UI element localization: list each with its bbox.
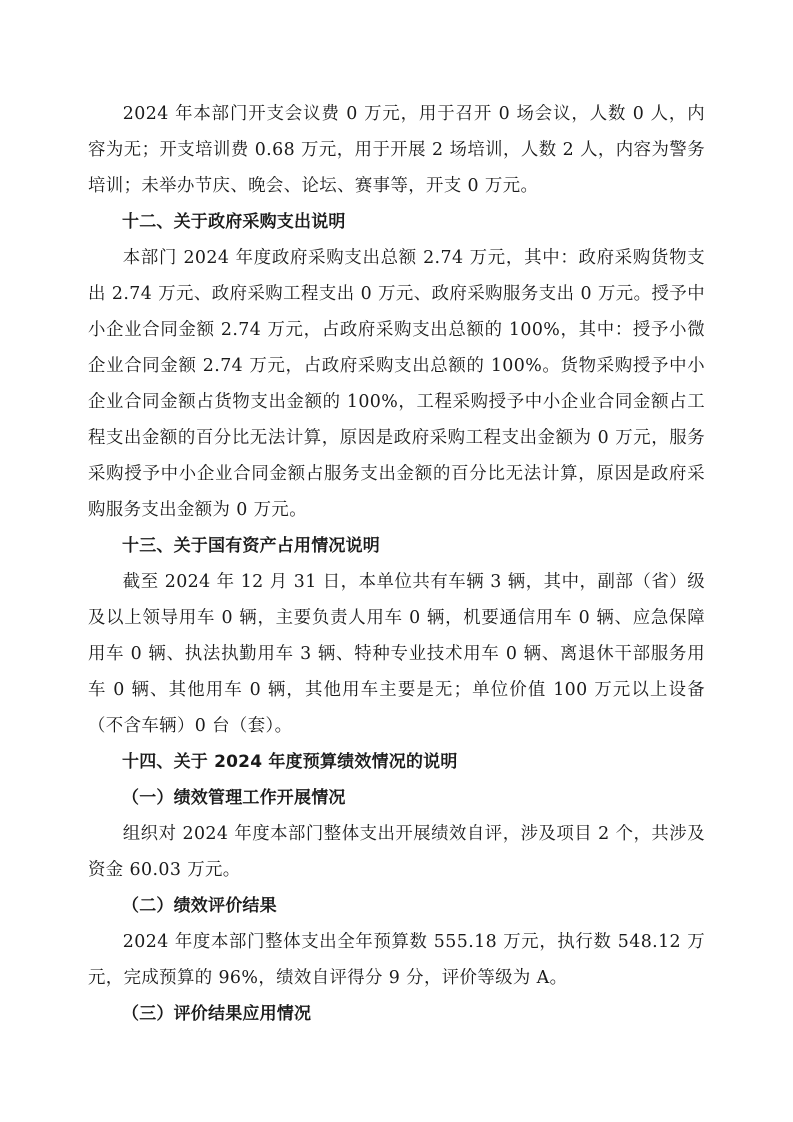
subsection-heading: （二）绩效评价结果	[122, 896, 277, 916]
section-heading: 十三、关于国有资产占用情况说明	[122, 536, 380, 556]
paragraph: 2024 年本部门开支会议费 0 万元，用于召开 0 场会议，人数 0 人，内容为无；开支培训费 0.68 万元，用于开展 2 场培训，人数 2 人，内容为警务培训；未举办节庆、晚会、论坛、赛事等，开支 0 万元。	[88, 104, 705, 196]
paragraph: 截至 2024 年 12 月 31 日，本单位共有车辆 3 辆，其中，副部（省）级及以上领导用车 0 辆，主要负责人用车 0 辆，机要通信用车 0 辆、应急保障用车 0 辆、执法执勤用车 3 辆、特种专业技术用车 0 辆、离退休干部服务用车 0 辆、其他用车 0 辆，其他用车主要是无；单位价值 100 万元以上设备（不含车辆）0 台（套）。	[88, 572, 705, 736]
paragraph: 组织对 2024 年度本部门整体支出开展绩效自评，涉及项目 2 个，共涉及资金 60.03 万元。	[88, 824, 705, 880]
section-heading: 十四、关于 2024 年度预算绩效情况的说明	[122, 752, 458, 772]
paragraph: 2024 年度本部门整体支出全年预算数 555.18 万元，执行数 548.12 万元，完成预算的 96%，绩效自评得分 9 分，评价等级为 A。	[88, 932, 705, 988]
document-body	[88, 96, 705, 1032]
subsection-heading: （三）评价结果应用情况	[122, 1004, 312, 1024]
subsection-heading: （一）绩效管理工作开展情况	[122, 788, 346, 808]
section-heading: 十二、关于政府采购支出说明	[122, 212, 346, 232]
paragraph: 本部门 2024 年度政府采购支出总额 2.74 万元，其中：政府采购货物支出 2.74 万元、政府采购工程支出 0 万元、政府采购服务支出 0 万元。授予中小企业合同金额 2.74 万元，占政府采购支出总额的 100%，其中：授予小微企业合同金额 2.74 万元，占政府采购支出总额的 100%。货物采购授予中小企业合同金额占货物支出金额的 100%，工程采购授予中小企业合同金额占工程支出金额的百分比无法计算，原因是政府采购工程支出金额为 0 万元，服务采购授予中小企业合同金额占服务支出金额的百分比无法计算，原因是政府采购服务支出金额为 0 万元。	[88, 248, 705, 520]
